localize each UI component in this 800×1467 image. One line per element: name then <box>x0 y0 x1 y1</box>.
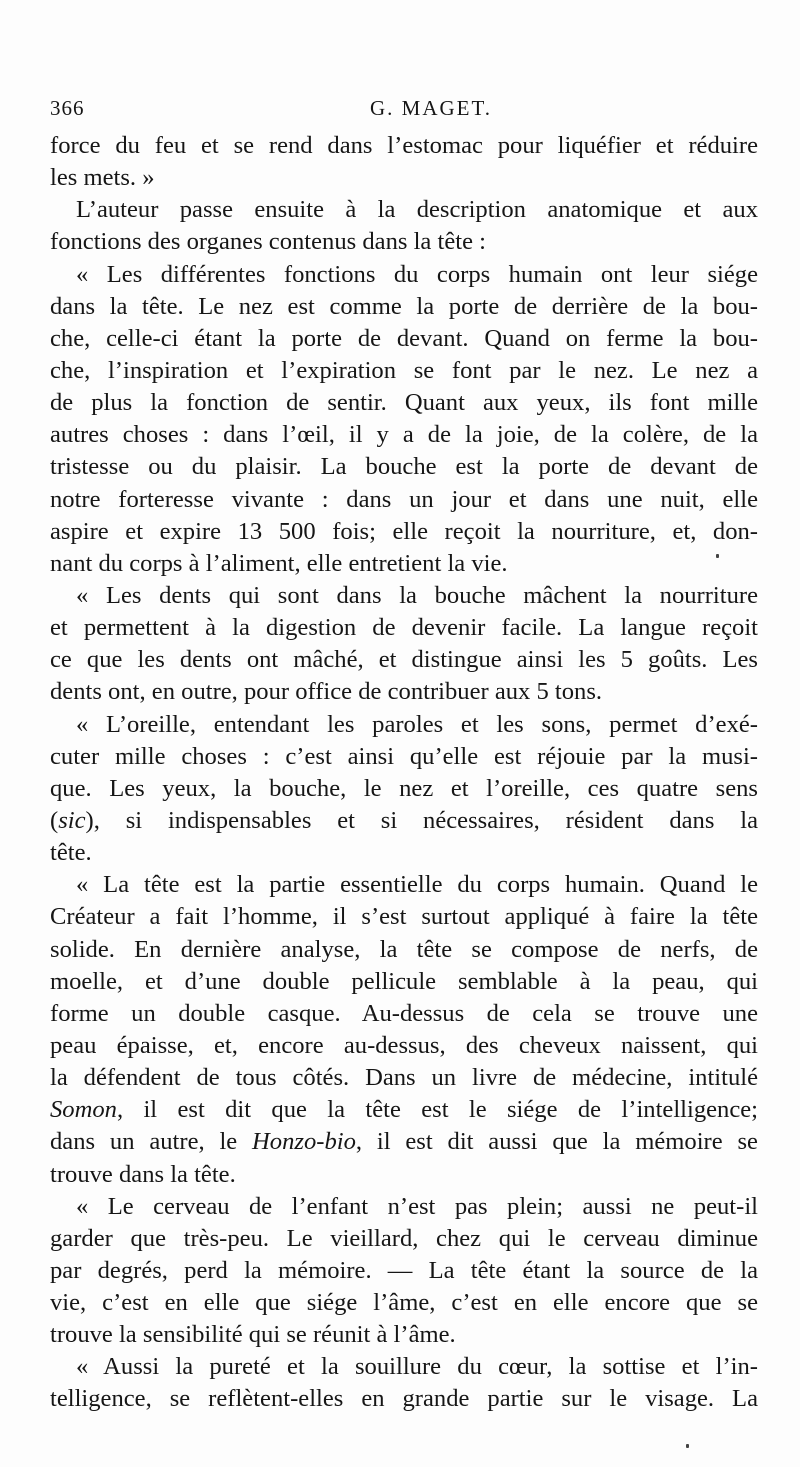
text-fragment: ce que les dents ont mâché, et distingue ainsi les 5 goûts. Les <box>50 646 758 674</box>
text-line <box>50 1255 758 1287</box>
text-line <box>50 162 758 194</box>
text-line <box>50 901 758 933</box>
text-fragment: peau épaisse, et, encore au-dessus, des cheveux naissent, qui <box>50 1031 758 1059</box>
text-line <box>50 773 758 805</box>
text-line <box>50 194 758 226</box>
text-fragment: tristesse ou du plaisir. La bouche est la porte de devant de <box>50 453 758 481</box>
text-line <box>50 291 758 323</box>
text-fragment: solide. En dernière analyse, la tête se compose de nerfs, de <box>50 935 758 963</box>
body-text <box>50 130 758 1416</box>
text-fragment: garder que très-peu. Le vieillard, chez qui le cerveau diminue <box>50 1224 758 1252</box>
ink-speck <box>686 1444 689 1448</box>
ink-speck <box>716 554 719 558</box>
text-line <box>50 548 758 580</box>
text-fragment: trouve dans la tête. <box>50 1160 236 1188</box>
page-number: 366 <box>50 96 85 120</box>
text-fragment: , il est dit aussi que la mémoire se <box>355 1128 758 1156</box>
text-line <box>50 1223 758 1255</box>
italic-title: Honzo-bio <box>252 1128 356 1156</box>
text-fragment: , il est dit que la tête est le siége de l’intelligence; <box>116 1096 758 1124</box>
text-fragment: nant du corps à l’aliment, elle entretient la vie. <box>50 549 508 577</box>
page-header <box>50 96 760 126</box>
text-fragment: telligence, se reflètent-elles en grande partie sur le visage. La <box>50 1385 758 1413</box>
text-fragment: « Le cerveau de l’enfant n’est pas plein; aussi ne peut-il <box>76 1192 758 1220</box>
text-line <box>50 837 758 869</box>
text-fragment: dans la tête. Le nez est comme la porte de derrière de la bou- <box>50 292 758 320</box>
text-fragment: L’auteur passe ensuite à la description anatomique et aux <box>76 196 758 224</box>
italic-title: Somon <box>50 1096 117 1124</box>
text-fragment: « Les différentes fonctions du corps humain ont leur siége <box>76 260 758 288</box>
text-fragment: fonctions des organes contenus dans la tête : <box>50 228 486 256</box>
text-line <box>50 1159 758 1191</box>
text-fragment: ), si indispensables et si nécessaires, résident dans la <box>85 806 758 834</box>
text-fragment: che, celle-ci étant la porte de devant. Quand on ferme la bou- <box>50 324 758 352</box>
text-fragment: et permettent à la digestion de devenir facile. La langue reçoit <box>50 614 758 642</box>
text-fragment: « Aussi la pureté et la souillure du cœur, la sottise et l’in- <box>76 1353 758 1381</box>
text-fragment: moelle, et d’une double pellicule semblable à la peau, qui <box>50 967 758 995</box>
text-fragment: autres choses : dans l’œil, il y a de la joie, de la colère, de la <box>50 421 758 449</box>
text-fragment: par degrés, perd la mémoire. — La tête étant la source de la <box>50 1256 758 1284</box>
text-line <box>50 741 758 773</box>
text-line <box>50 1094 758 1126</box>
text-line <box>50 323 758 355</box>
text-fragment: vie, c’est en elle que siége l’âme, c’est en elle encore que se <box>50 1289 758 1317</box>
text-line <box>50 516 758 548</box>
text-line <box>50 1383 758 1415</box>
text-line <box>50 1287 758 1319</box>
text-line <box>50 966 758 998</box>
text-line <box>50 934 758 966</box>
text-line <box>50 998 758 1030</box>
text-fragment: de plus la fonction de sentir. Quant aux yeux, ils font mille <box>50 389 758 417</box>
text-fragment: forme un double casque. Au-dessus de cela se trouve une <box>50 999 758 1027</box>
text-line <box>50 612 758 644</box>
text-line <box>50 387 758 419</box>
text-fragment: « La tête est la partie essentielle du corps humain. Quand le <box>76 871 758 899</box>
text-fragment: aspire et expire 13 500 fois; elle reçoit la nourriture, et, don- <box>50 517 758 545</box>
text-line <box>50 805 758 837</box>
text-line <box>50 1126 758 1158</box>
text-fragment: la défendent de tous côtés. Dans un livre de médecine, intitulé <box>50 1064 758 1092</box>
text-fragment: tête. <box>50 839 92 867</box>
text-line <box>50 484 758 516</box>
text-fragment: dans un autre, le <box>50 1128 253 1156</box>
text-line <box>50 676 758 708</box>
text-line <box>50 1062 758 1094</box>
italic-title: sic <box>58 806 86 834</box>
text-line <box>50 226 758 258</box>
text-fragment: che, l’inspiration et l’expiration se font par le nez. Le nez a <box>50 356 758 384</box>
text-line <box>50 644 758 676</box>
text-fragment: les mets. » <box>50 164 155 192</box>
text-line <box>50 1319 758 1351</box>
text-fragment: « L’oreille, entendant les paroles et les sons, permet d’exé- <box>76 710 758 738</box>
text-fragment: dents ont, en outre, pour office de contribuer aux 5 tons. <box>50 678 603 706</box>
text-fragment: notre forteresse vivante : dans un jour et dans une nuit, elle <box>50 485 758 513</box>
text-line <box>50 419 758 451</box>
text-line <box>50 451 758 483</box>
text-line <box>50 580 758 612</box>
text-line <box>50 869 758 901</box>
text-line <box>50 130 758 162</box>
text-line <box>50 1351 758 1383</box>
text-fragment: cuter mille choses : c’est ainsi qu’elle est réjouie par la musi- <box>50 742 758 770</box>
text-line <box>50 1030 758 1062</box>
text-fragment: que. Les yeux, la bouche, le nez et l’oreille, ces quatre sens <box>50 774 758 802</box>
text-line <box>50 1191 758 1223</box>
running-head: G. MAGET. <box>370 96 493 120</box>
text-fragment: trouve la sensibilité qui se réunit à l’âme. <box>50 1321 456 1349</box>
text-line <box>50 355 758 387</box>
text-fragment: « Les dents qui sont dans la bouche mâchent la nourriture <box>76 581 758 609</box>
text-fragment: Créateur a fait l’homme, il s’est surtout appliqué à faire la tête <box>50 903 758 931</box>
text-fragment: force du feu et se rend dans l’estomac pour liquéfier et réduire <box>50 132 758 159</box>
text-line <box>50 709 758 741</box>
text-fragment: ( <box>50 806 59 834</box>
text-line <box>50 259 758 291</box>
